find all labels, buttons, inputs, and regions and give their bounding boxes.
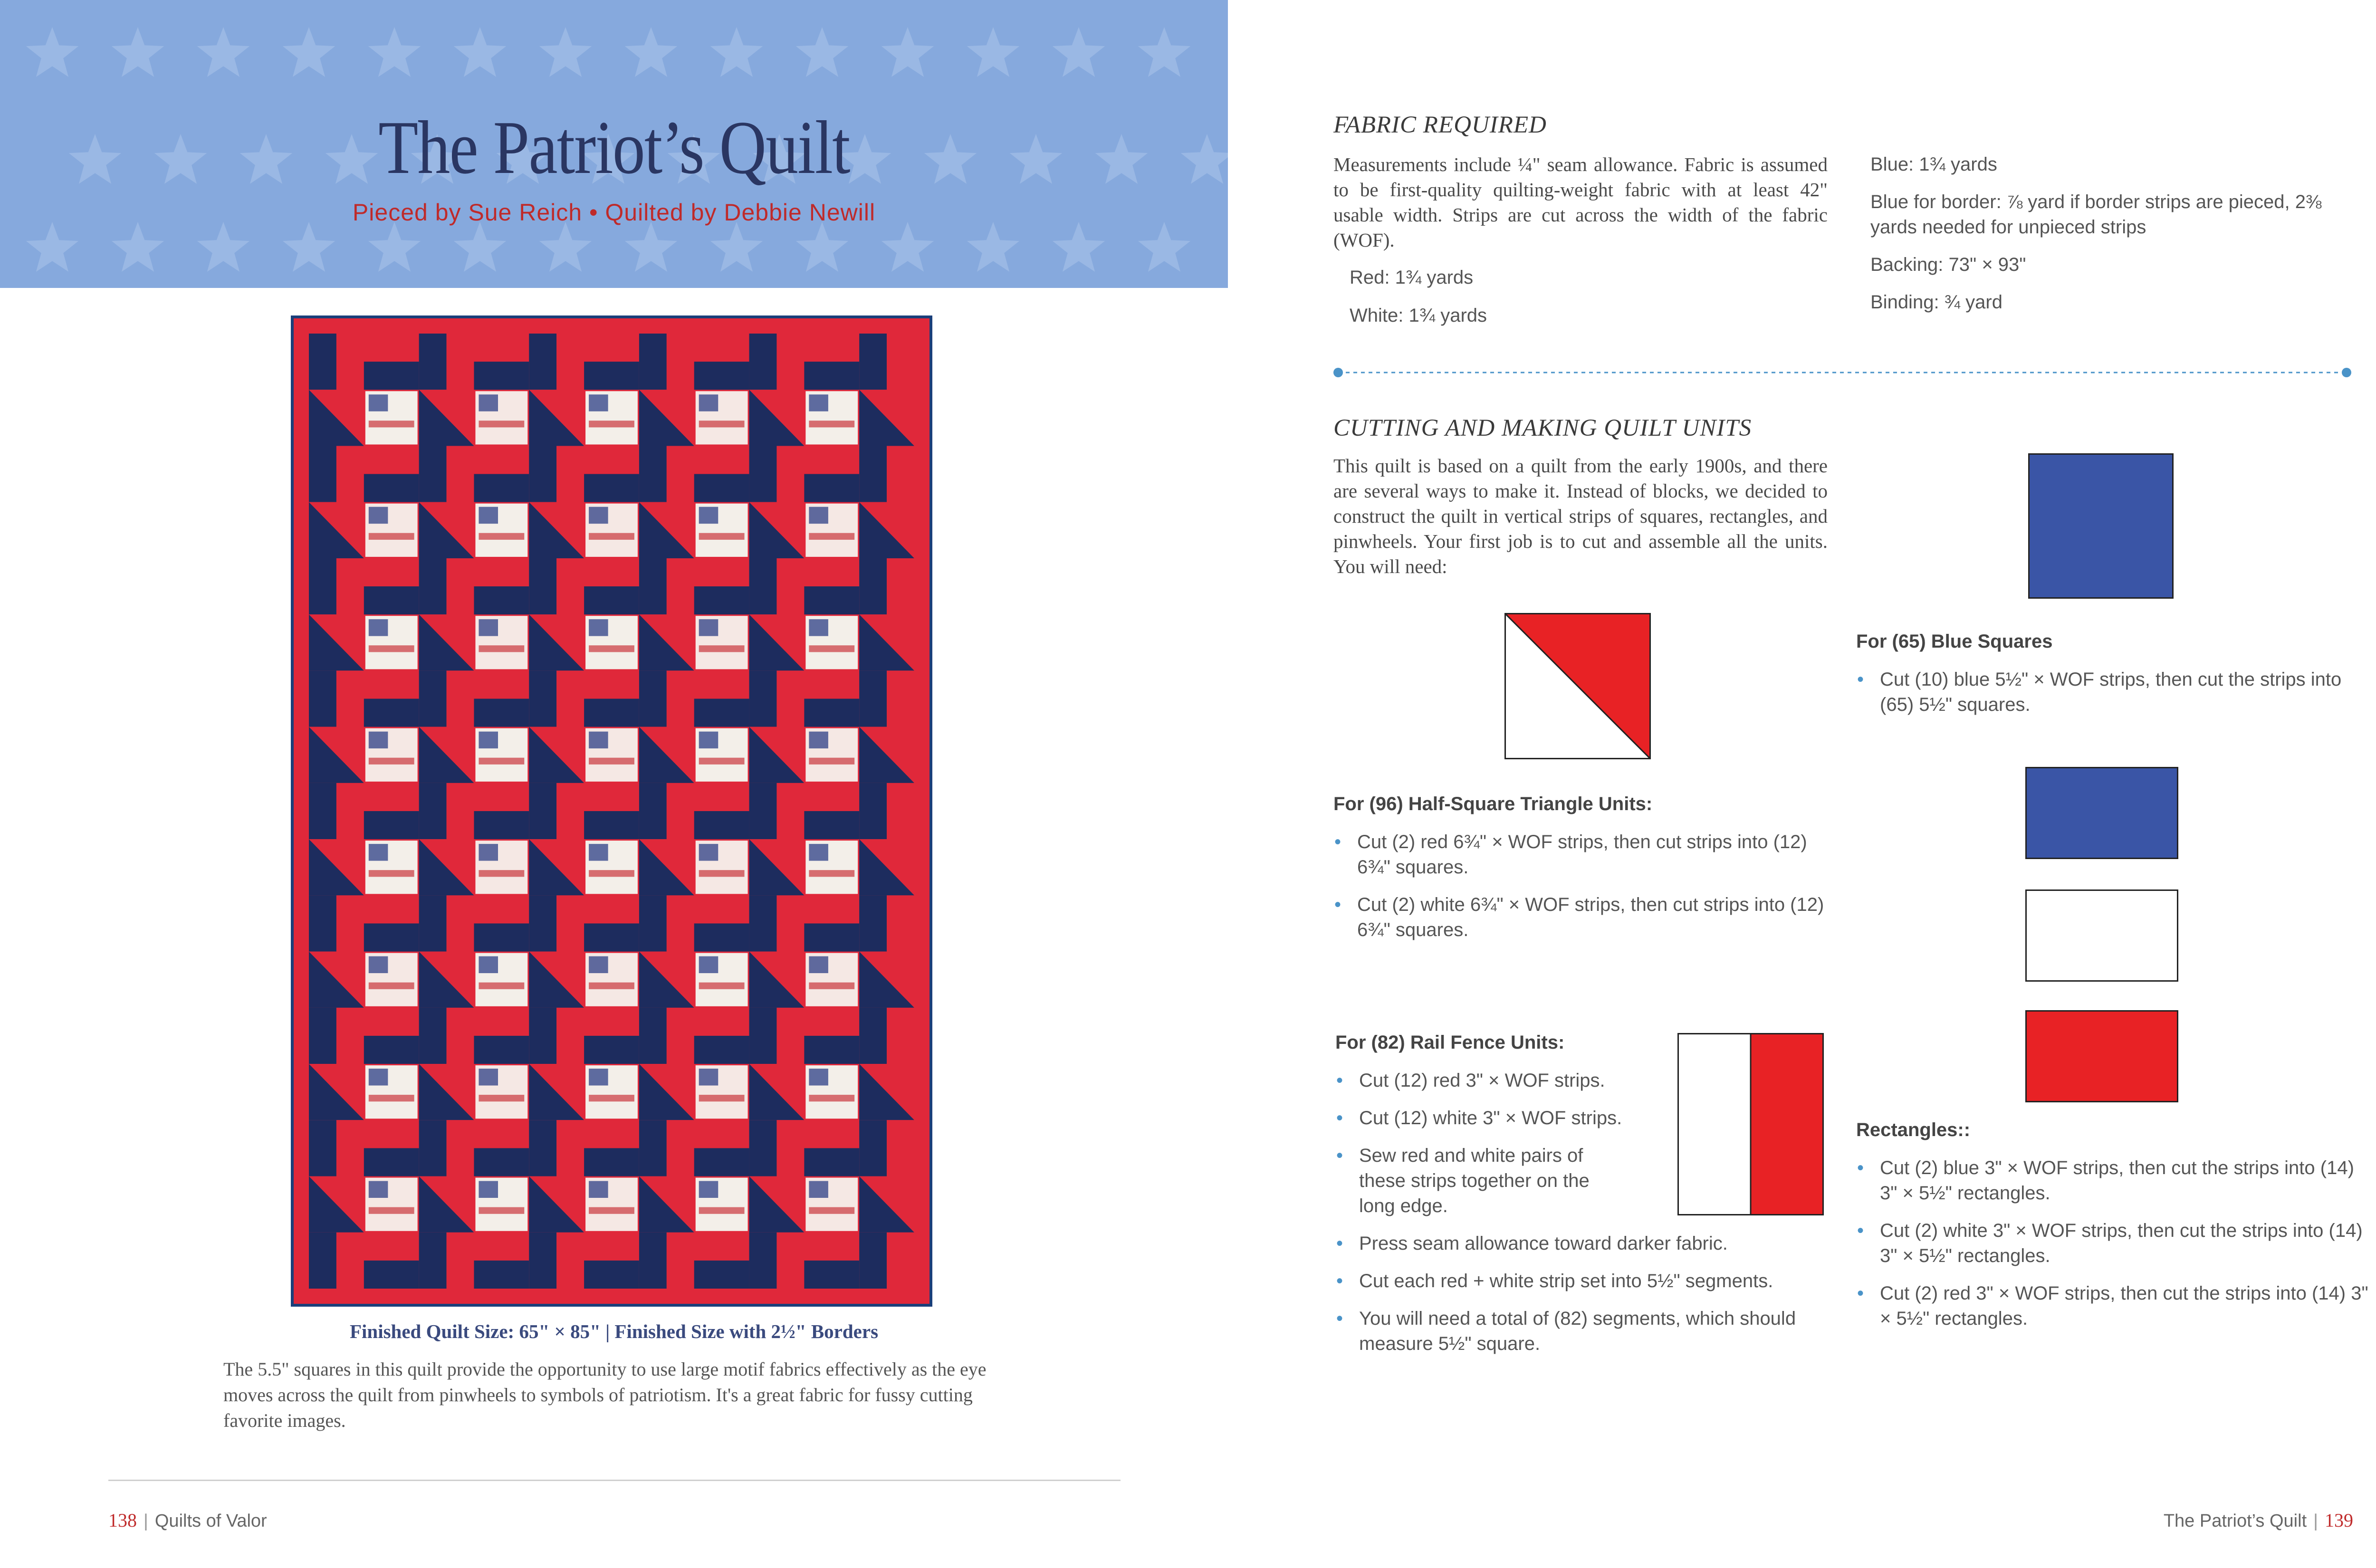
bullet-dot-icon: • xyxy=(1336,1233,1343,1254)
quilt-patch xyxy=(859,1120,914,1176)
quilt-patch xyxy=(474,1233,529,1289)
quilt-patch xyxy=(364,783,419,839)
banner-star-icon xyxy=(625,222,677,272)
quilt-patch xyxy=(639,614,694,670)
quilt-patch xyxy=(694,895,749,951)
quilt-patch xyxy=(365,504,418,557)
quilt-patch xyxy=(804,1008,859,1064)
bullet-dot-icon: • xyxy=(1336,1108,1343,1128)
quilt-patch xyxy=(859,334,914,390)
quilt-patch xyxy=(529,1176,584,1233)
banner-star-icon xyxy=(881,222,934,272)
quilt-patch xyxy=(804,1233,859,1289)
banner-star-icon xyxy=(539,27,592,77)
quilt-patch xyxy=(529,895,584,951)
quilt-patch xyxy=(529,390,584,446)
list-item: • Cut (2) red 6¾" × WOF strips, then cut strips into (12) 6¾" squares. xyxy=(1333,830,1837,880)
quilt-patch xyxy=(805,616,858,669)
quilt-patch xyxy=(585,841,638,894)
rectangles-heading: Rectangles:: xyxy=(1856,1119,1971,1140)
quilt-patch xyxy=(584,1120,639,1176)
quilt-patch xyxy=(749,839,805,895)
half-square-triangle-diagram xyxy=(1504,613,1651,759)
rail-fence-heading: For (82) Rail Fence Units: xyxy=(1335,1032,1565,1053)
quilt-patch xyxy=(309,614,364,670)
bullet-dot-icon: • xyxy=(1857,1220,1864,1241)
quilt-patch xyxy=(474,1120,529,1176)
quilt-patch xyxy=(584,446,639,502)
quilt-patch xyxy=(639,895,694,951)
quilt-patch xyxy=(365,728,418,782)
page-title: The Patriot’s Quilt xyxy=(378,105,850,190)
quilt-patch xyxy=(309,1233,364,1289)
quilt-patch xyxy=(639,334,694,390)
quilt-patch xyxy=(749,334,805,390)
quilt-patch xyxy=(639,1008,694,1064)
quilt-patch xyxy=(419,502,474,558)
banner-star-icon xyxy=(881,27,934,77)
bullet-dot-icon: • xyxy=(1857,1157,1864,1178)
quilt-patch xyxy=(639,783,694,839)
quilt-patch xyxy=(585,616,638,669)
banner-star-icon xyxy=(454,222,506,272)
quilt-patch xyxy=(749,390,805,446)
quilt-patch xyxy=(529,502,584,558)
banner-star-icon xyxy=(796,27,848,77)
quilt-patch xyxy=(805,728,858,782)
quilt-patch xyxy=(694,446,749,502)
quilt-patch xyxy=(419,1064,474,1120)
quilt-patch xyxy=(309,558,364,614)
quilt-patch xyxy=(364,1120,419,1176)
quilt-patch xyxy=(364,670,419,727)
quilt-patch xyxy=(696,728,748,782)
quilt-patch xyxy=(694,1120,749,1176)
quilt-patch xyxy=(585,1178,638,1231)
quilt-patch xyxy=(364,1233,419,1289)
quilt-patch xyxy=(694,1233,749,1289)
quilt-patch xyxy=(639,839,694,895)
quilt-patch xyxy=(309,839,364,895)
quilt-patch xyxy=(364,558,419,614)
fabric-list-right xyxy=(1870,152,2369,327)
footer-section-right: The Patriot’s Quilt xyxy=(2163,1511,2307,1531)
quilt-patch xyxy=(419,558,474,614)
quilt-patch xyxy=(696,953,748,1006)
quilt-patch xyxy=(859,390,914,446)
quilt-patch xyxy=(749,1008,805,1064)
quilt-patch xyxy=(419,390,474,446)
red-rectangle-swatch xyxy=(2025,1010,2178,1102)
list-item: • Cut each red + white strip set into 5½" segments. xyxy=(1335,1269,1839,1294)
banner-star-icon xyxy=(625,27,677,77)
quilt-patch xyxy=(529,1120,584,1176)
cutting-heading: CUTTING AND MAKING QUILT UNITS xyxy=(1333,415,1752,441)
list-item: • You will need a total of (82) segments, which should measure 5½" square. xyxy=(1335,1306,1839,1357)
quilt-patch xyxy=(474,558,529,614)
bullet-dot-icon: • xyxy=(1334,832,1341,852)
cutting-intro: This quilt is based on a quilt from the early 1900s, and there are several ways to make it. Instead of blocks, we decided to construct the quilt in vertical strips of squares, rectangles, and pinwheels. Your first job is to cut and assemble all the units. You will need: xyxy=(1333,455,1828,577)
banner-star-icon xyxy=(197,222,249,272)
quilt-patch xyxy=(805,1178,858,1231)
quilt-patch xyxy=(419,1008,474,1064)
quilt-patch xyxy=(749,446,805,502)
quilt-patch xyxy=(529,1008,584,1064)
banner-star-icon xyxy=(967,27,1019,77)
bullet-dot-icon: • xyxy=(1336,1145,1343,1166)
fabric-blue: Blue: 1¾ yards xyxy=(1870,154,1997,175)
footer-section-left: Quilts of Valor xyxy=(154,1511,267,1531)
quilt-patch xyxy=(859,558,914,614)
quilt-patch xyxy=(419,334,474,390)
list-item: • Cut (12) white 3" × WOF strips. xyxy=(1335,1106,1839,1131)
quilt-patch xyxy=(859,727,914,783)
fabric-white: White: 1¾ yards xyxy=(1350,305,1487,326)
quilt-patch xyxy=(696,841,748,894)
quilt-patch xyxy=(309,952,364,1008)
quilt-patch xyxy=(474,334,529,390)
quilt-patch xyxy=(529,334,584,390)
quilt-patch xyxy=(529,558,584,614)
quilt-patch xyxy=(584,1008,639,1064)
quilt-patch xyxy=(639,727,694,783)
quilt-patch xyxy=(585,391,638,444)
page-number-left: 138 xyxy=(108,1510,137,1531)
quilt-patch xyxy=(475,1178,527,1231)
quilt-patch xyxy=(696,391,748,444)
quilt-patch xyxy=(639,1233,694,1289)
quilt-patch xyxy=(474,895,529,951)
quilt-patch xyxy=(694,334,749,390)
quilt-patch xyxy=(309,727,364,783)
list-item: • Cut (10) blue 5½" × WOF strips, then cut the strips into (65) 5½" squares. xyxy=(1856,667,2369,717)
banner-star-icon xyxy=(197,27,249,77)
quilt-patch xyxy=(859,839,914,895)
quilt-patch xyxy=(474,783,529,839)
quilt-patch xyxy=(804,895,859,951)
quilt-patch xyxy=(859,502,914,558)
fabric-blue-border: Blue for border: ⅞ yard if border strips are pieced, 2⅜ yards needed for unpieced strips xyxy=(1870,191,2322,238)
rail-fence-list xyxy=(1335,1068,1839,1369)
quilt-patch xyxy=(419,670,474,727)
banner-star-icon xyxy=(1053,222,1105,272)
quilt-patch xyxy=(419,952,474,1008)
banner-star-icon xyxy=(1181,134,1228,184)
banner-star-icon xyxy=(283,222,335,272)
banner-star-icon xyxy=(967,222,1019,272)
list-item: • Sew red and white pairs of these strips together on the long edge. xyxy=(1335,1143,1606,1219)
quilt-patch xyxy=(474,446,529,502)
quilt-patch xyxy=(749,1233,805,1289)
quilt-patch xyxy=(364,895,419,951)
quilt-patch xyxy=(419,614,474,670)
banner-star-icon xyxy=(26,222,78,272)
quilt-patch xyxy=(585,504,638,557)
bullet-dot-icon: • xyxy=(1857,1283,1864,1304)
quilt-patch xyxy=(639,446,694,502)
blue-squares-list xyxy=(1856,667,2369,730)
quilt-patch xyxy=(529,839,584,895)
quilt-patch xyxy=(749,670,805,727)
quilt-patch xyxy=(804,558,859,614)
quilt-patch xyxy=(804,334,859,390)
quilt-patch xyxy=(859,783,914,839)
fabric-backing: Backing: 73" × 93" xyxy=(1870,254,2026,275)
quilt-patch xyxy=(529,727,584,783)
quilt-patch xyxy=(529,1064,584,1120)
quilt-patch xyxy=(804,1120,859,1176)
quilt-patch xyxy=(639,952,694,1008)
quilt-patch xyxy=(474,1008,529,1064)
quilt-patch xyxy=(475,953,527,1006)
hst-list xyxy=(1333,830,1837,955)
bullet-dot-icon: • xyxy=(1336,1308,1343,1329)
quilt-photo xyxy=(291,316,932,1307)
quilt-patch xyxy=(419,783,474,839)
quilt-patch xyxy=(859,952,914,1008)
quilt-patch xyxy=(805,391,858,444)
quilt-patch xyxy=(639,558,694,614)
section-divider xyxy=(1333,368,2351,377)
quilt-patch xyxy=(585,728,638,782)
quilt-patch xyxy=(419,727,474,783)
quilt-patch xyxy=(474,670,529,727)
banner-star-icon xyxy=(710,27,763,77)
page-number-right: 139 xyxy=(2325,1510,2353,1531)
quilt-patch xyxy=(419,446,474,502)
footer-right: The Patriot’s Quilt | 139 xyxy=(2163,1510,2353,1531)
quilt-patch xyxy=(805,841,858,894)
list-item: • Cut (2) white 6¾" × WOF strips, then cut strips into (12) 6¾" squares. xyxy=(1333,892,1837,943)
quilt-patch xyxy=(749,727,805,783)
list-item: • Cut (2) red 3" × WOF strips, then cut the strips into (14) 3" × 5½" rectangles. xyxy=(1856,1281,2369,1331)
quilt-patch xyxy=(859,446,914,502)
quilt-patch xyxy=(584,895,639,951)
quilt-patch xyxy=(529,783,584,839)
quilt-patch xyxy=(364,1008,419,1064)
quilt-patch xyxy=(309,895,364,951)
quilt-patch xyxy=(365,953,418,1006)
quilt-patch xyxy=(584,670,639,727)
page-subtitle: Pieced by Sue Reich • Quilted by Debbie Newill xyxy=(352,199,876,226)
quilt-patch xyxy=(419,1233,474,1289)
quilt-patch xyxy=(365,391,418,444)
quilt-patch xyxy=(804,670,859,727)
quilt-patch xyxy=(584,1233,639,1289)
quilt-patch xyxy=(364,334,419,390)
quilt-patch xyxy=(419,895,474,951)
quilt-patch xyxy=(585,953,638,1006)
quilt-patch xyxy=(694,783,749,839)
quilt-patch xyxy=(749,1120,805,1176)
quilt-patch xyxy=(749,1064,805,1120)
quilt-patch xyxy=(696,1065,748,1119)
quilt-patch xyxy=(749,895,805,951)
blue-square-swatch xyxy=(2028,453,2174,599)
quilt-patch xyxy=(309,1120,364,1176)
list-item: • Cut (2) blue 3" × WOF strips, then cut the strips into (14) 3" × 5½" rectangles. xyxy=(1856,1156,2369,1206)
quilt-patch xyxy=(475,728,527,782)
quilt-patch xyxy=(859,1008,914,1064)
list-item: • Press seam allowance toward darker fabric. xyxy=(1335,1231,1839,1256)
blue-squares-heading: For (65) Blue Squares xyxy=(1856,631,2053,652)
bullet-dot-icon: • xyxy=(1857,669,1864,690)
quilt-patch xyxy=(696,616,748,669)
quilt-patch xyxy=(475,616,527,669)
footer-left: 138 | Quilts of Valor xyxy=(108,1510,267,1531)
quilt-patch xyxy=(749,952,805,1008)
hst-heading: For (96) Half-Square Triangle Units: xyxy=(1333,794,1653,814)
quilt-patch xyxy=(475,1065,527,1119)
quilt-patch xyxy=(639,1064,694,1120)
quilt-patch xyxy=(859,670,914,727)
quilt-patch xyxy=(805,504,858,557)
quilt-patch xyxy=(859,895,914,951)
banner-star-icon xyxy=(454,27,506,77)
quilt-patch xyxy=(859,1233,914,1289)
bullet-dot-icon: • xyxy=(1336,1070,1343,1091)
list-item: • Cut (12) red 3" × WOF strips. xyxy=(1335,1068,1839,1093)
quilt-patch xyxy=(749,614,805,670)
quilt-patch xyxy=(309,1064,364,1120)
quilt-patch xyxy=(694,1008,749,1064)
quilt-patch xyxy=(419,1120,474,1176)
quilt-patch xyxy=(696,504,748,557)
quilt-patch xyxy=(529,952,584,1008)
quilt-patch xyxy=(529,614,584,670)
quilt-patch xyxy=(805,1065,858,1119)
quilt-patch xyxy=(309,446,364,502)
quilt-patch xyxy=(365,1065,418,1119)
quilt-patch xyxy=(309,502,364,558)
quilt-patch xyxy=(475,504,527,557)
quilt-patch xyxy=(639,1120,694,1176)
quilt-patch xyxy=(804,783,859,839)
quilt-patch xyxy=(365,1178,418,1231)
banner-star-icon xyxy=(1138,27,1190,77)
quilt-patch xyxy=(694,558,749,614)
quilt-patch xyxy=(529,1233,584,1289)
banner-star-icon xyxy=(26,27,78,77)
quilt-patch xyxy=(805,953,858,1006)
banner-star-icon xyxy=(710,222,763,272)
banner-star-icon xyxy=(1138,222,1190,272)
quilt-patch xyxy=(309,783,364,839)
quilt-patch xyxy=(529,446,584,502)
banner-star-icon xyxy=(368,27,421,77)
quilt-patch xyxy=(419,1176,474,1233)
quilt-patch xyxy=(859,1176,914,1233)
quilt-patch xyxy=(419,839,474,895)
quilt-patch xyxy=(475,391,527,444)
quilt-patch xyxy=(364,446,419,502)
quilt-description: The 5.5" squares in this quilt provide the opportunity to use large motif fabrics effectively as the eye moves across the quilt from pinwheels to symbols of patriotism. It's a great fabric for fussy cutting favorite images. xyxy=(223,1358,987,1431)
banner-star-icon xyxy=(112,27,164,77)
banner-star-icon xyxy=(368,222,421,272)
rectangles-list xyxy=(1856,1156,2369,1344)
quilt-patch xyxy=(475,841,527,894)
quilt-patch xyxy=(309,1176,364,1233)
quilt-patch xyxy=(309,1008,364,1064)
fabric-red: Red: 1¾ yards xyxy=(1350,267,1474,288)
quilt-patch xyxy=(749,502,805,558)
quilt-patch xyxy=(859,1064,914,1120)
quilt-patch xyxy=(639,390,694,446)
banner-star-icon xyxy=(1053,27,1105,77)
fabric-required-heading: FABRIC REQUIRED xyxy=(1333,112,1547,138)
quilt-patch xyxy=(639,1176,694,1233)
quilt-patch xyxy=(584,558,639,614)
fabric-required-note: Measurements include ¼" seam allowance. Fabric is assumed to be first-quality quilting-weight fabric with at least 42" usable width. Strips are cut across the width of the fabric (WOF). xyxy=(1333,153,1828,251)
bullet-dot-icon: • xyxy=(1334,894,1341,915)
list-item: • Cut (2) white 3" × WOF strips, then cut the strips into (14) 3" × 5½" rectangles. xyxy=(1856,1218,2369,1269)
quilt-patch xyxy=(585,1065,638,1119)
quilt-patch xyxy=(694,670,749,727)
quilt-patch xyxy=(859,614,914,670)
quilt-patch xyxy=(309,390,364,446)
quilt-patch xyxy=(639,502,694,558)
quilt-patch xyxy=(584,783,639,839)
quilt-patch xyxy=(309,334,364,390)
quilt-patch xyxy=(365,841,418,894)
banner-star-icon xyxy=(796,222,848,272)
quilt-patch xyxy=(804,446,859,502)
blue-rectangle-swatch xyxy=(2025,767,2178,859)
quilt-patch xyxy=(309,670,364,727)
banner-star-icon xyxy=(283,27,335,77)
quilt-patch xyxy=(749,558,805,614)
fabric-binding: Binding: ¾ yard xyxy=(1870,292,2002,313)
quilt-patch xyxy=(696,1178,748,1231)
quilt-patch xyxy=(529,670,584,727)
banner-star-icon xyxy=(539,222,592,272)
bullet-dot-icon: • xyxy=(1336,1271,1343,1291)
quilt-patch xyxy=(749,783,805,839)
quilt-patch xyxy=(639,670,694,727)
quilt-patch xyxy=(365,616,418,669)
quilt-patch xyxy=(749,1176,805,1233)
quilt-patch xyxy=(584,334,639,390)
footer-rule xyxy=(108,1480,1121,1481)
white-rectangle-swatch xyxy=(2025,889,2178,982)
quilt-caption: Finished Quilt Size: 65" × 85" | Finished Size with 2½" Borders xyxy=(349,1320,879,1342)
banner-star-icon xyxy=(112,222,164,272)
